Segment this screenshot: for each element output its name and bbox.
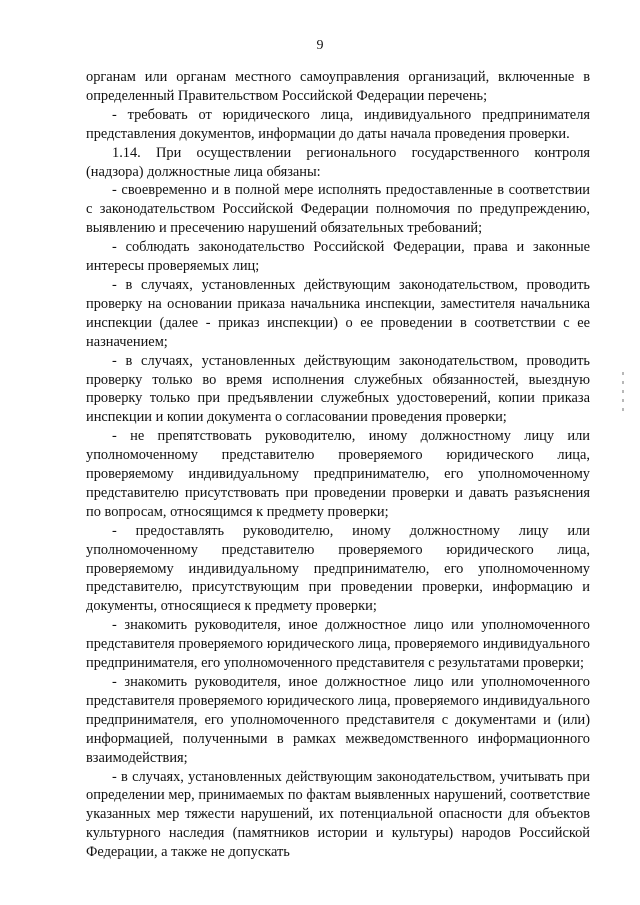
paragraph: - не препятствовать руководителю, иному должностному лицу или уполномоченному представителю проверяемого юридического лица, проверяемому индивидуальному предпринимателю, его уполномоченному представителю присутствовать при проведении проверки и давать разъяснения по вопросам, относящимся к предмету проверки;: [86, 428, 590, 520]
scan-mark: [622, 372, 624, 375]
paragraph: органам или органам местного самоуправления организаций, включенные в определенный Правительством Российской Федерации перечень;: [86, 69, 590, 104]
paragraph: - в случаях, установленных действующим законодательством, проводить проверку на основании приказа начальника инспекции, заместителя начальника инспекции (далее - приказ инспекции) о ее проведении в соответствии с ее назначением;: [86, 276, 590, 350]
paragraph: - требовать от юридического лица, индивидуального предпринимателя представления документов, информации до даты начала проведения проверки.: [86, 106, 590, 142]
paragraph: 1.14. При осуществлении регионального государственного контроля (надзора) должностные лица обязаны:: [86, 144, 590, 180]
paragraph: - соблюдать законодательство Российской Федерации, права и законные интересы проверяемых лиц;: [86, 239, 590, 275]
page-number: 9: [316, 38, 324, 53]
scan-margin-marks: [622, 372, 626, 417]
paragraph: - знакомить руководителя, иное должностное лицо или уполномоченного представителя проверяемого юридического лица, проверяемого индивидуального предпринимателя, его уполномоченного представителя с результатами проверки;: [86, 617, 590, 672]
scan-mark: [622, 381, 624, 384]
scan-mark: [622, 408, 624, 411]
paragraph: - предоставлять руководителю, иному должностному лицу или уполномоченному представителю проверяемого юридического лица, проверяемому индивидуальному предпринимателю, его уполномоченному представителю, присутствующим при проведении проверки, информацию и документы, относящиеся к предмету проверки;: [86, 522, 590, 615]
paragraph: - в случаях, установленных действующим законодательством, учитывать при определении мер, принимаемых по фактам выявленных нарушений, соответствие указанных мер тяжести нарушений, их потенциальной опасности для объектов культурного наследия (памятников истории и культуры) народов Российской Федерации, а также не допускать: [86, 768, 590, 861]
document-body: [86, 68, 590, 862]
paragraph: - в случаях, установленных действующим законодательством, проводить проверку только во время исполнения служебных обязанностей, выездную проверку только при предъявлении служебных удостоверений, копии приказа инспекции и копии документа о согласовании проведения проверки;: [86, 352, 590, 426]
scan-mark: [622, 399, 624, 402]
paragraph: - своевременно и в полной мере исполнять предоставленные в соответствии с законодательством Российской Федерации полномочия по предупреждению, выявлению и пресечению нарушений обязательных требований;: [86, 182, 590, 237]
paragraph: - знакомить руководителя, иное должностное лицо или уполномоченного представителя проверяемого юридического лица, проверяемого индивидуального предпринимателя, его уполномоченного представителя с документами и (или) информацией, полученными в рамках межведомственного информационного взаимодействия;: [86, 674, 590, 766]
scan-mark: [622, 390, 624, 393]
